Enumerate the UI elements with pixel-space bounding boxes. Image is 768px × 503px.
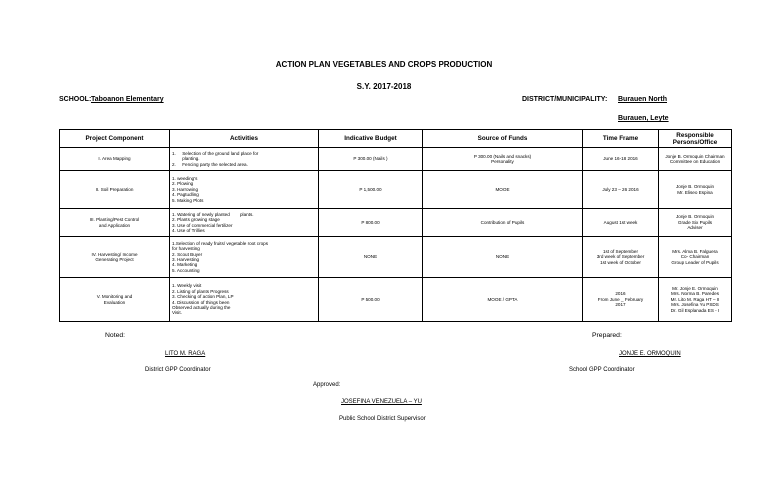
- cell-line: Jonje B. Ormoquin: [675, 214, 715, 220]
- component-cell: [60, 237, 170, 278]
- cell-line: June 16-18 2016: [603, 156, 638, 162]
- time-frame-cell: [583, 278, 659, 322]
- cell-line: Generating Project: [95, 257, 134, 262]
- district-label: DISTRICT/MUNICIPALITY:: [522, 96, 608, 103]
- funds-cell: [423, 148, 583, 171]
- cell-line: 2. Scout Buyer: [172, 251, 203, 257]
- cell-line: July 23 – 26 2016: [602, 186, 639, 192]
- cell-line: Mrs. Norma B. Paredes: [671, 291, 719, 297]
- cell-line: 1. Weekly visit: [172, 283, 202, 289]
- cell-line: Dr. Gil Esplanada ES - I: [670, 307, 720, 313]
- school-name: Taboanon Elementary: [91, 96, 164, 103]
- cell-line: Observed actually during the: [172, 304, 231, 310]
- cell-line: 1. Selection of the ground land place for: [172, 150, 259, 156]
- cell-line: P 300.00 (Nails and snacks): [473, 153, 532, 159]
- approved-name: JOSEFINA VENEZUELA – YU: [341, 399, 422, 405]
- funds-cell: [423, 171, 583, 209]
- cell-line: II. Soil Preparation: [95, 186, 134, 192]
- time-frame-cell: [583, 237, 659, 278]
- cell-line: From June _ February: [597, 296, 644, 302]
- cell-line: MOOE / GPTA: [487, 296, 518, 302]
- col-header-funds: Source of Funds: [423, 130, 583, 148]
- cell-line: August 1st week: [603, 219, 638, 225]
- col-header-time-frame: Time Frame: [583, 130, 659, 148]
- table-row: [60, 171, 732, 209]
- budget-cell: [319, 278, 423, 322]
- cell-line: Adviser: [687, 225, 703, 231]
- cell-line: NONE: [363, 254, 378, 260]
- cell-line: 1. weeding's: [172, 175, 198, 181]
- component-cell: [60, 148, 170, 171]
- cell-line: 2017: [615, 302, 626, 308]
- municipality: Burauen, Leyte: [618, 115, 669, 122]
- cell-line: 2. Fencing party the selected area.: [172, 161, 248, 167]
- persons-cell: [659, 148, 732, 171]
- cell-line: Visit.: [172, 310, 182, 316]
- cell-line: 4. Marketing: [172, 262, 198, 268]
- col-header-activities: Activities: [170, 130, 319, 148]
- noted-name: LITO M. RAGA: [165, 351, 206, 357]
- cell-line: Mrs. Alma B. Falguera: [672, 248, 718, 254]
- table-row: [60, 209, 732, 237]
- table-row: [60, 278, 732, 322]
- activities-cell: [170, 148, 319, 171]
- cell-line: 3. Harvesting: [172, 257, 200, 262]
- cell-line: III. Planting/Pest Control: [89, 217, 140, 223]
- cell-line: 5. Making Plots: [172, 197, 204, 203]
- cell-line: Group Leader of Pupils: [671, 259, 719, 265]
- school-label: SCHOOL:: [59, 96, 92, 103]
- cell-line: IV. Harvesting/ Income: [91, 251, 138, 257]
- cell-line: MOOE: [495, 186, 510, 192]
- activities-cell: [170, 209, 319, 237]
- activities-cell: [170, 278, 319, 322]
- cell-line: I. Area Mapping: [98, 156, 131, 162]
- col-header-persons: Responsible Persons/Office: [659, 130, 732, 148]
- cell-line: Mr. Jonje E. Ormoquin: [672, 285, 718, 291]
- persons-cell: [659, 171, 732, 209]
- cell-line: 1.Selection of ready fruits/ vegetable root crops: [172, 240, 269, 246]
- cell-line: 2. Listing of plants Progress: [172, 288, 229, 294]
- col-header-budget: Indicative Budget: [319, 130, 423, 148]
- prepared-label: Prepared:: [592, 332, 622, 339]
- table-header-row: [60, 130, 732, 148]
- cell-line: 3. Use of commercial fertilizer: [172, 222, 233, 228]
- action-plan-table: [59, 129, 732, 322]
- cell-line: Mr. Lito M. Raga HT – II: [670, 296, 720, 302]
- prepared-name: JONJE E. ORMOQUIN: [619, 351, 681, 357]
- cell-line: Co- Chairman: [680, 254, 710, 260]
- cell-line: Grade Six Pupils: [677, 219, 713, 225]
- table-row: [60, 237, 732, 278]
- component-cell: [60, 209, 170, 237]
- cell-line: 4. Use of Trillies: [172, 227, 205, 233]
- cell-line: P 800.00: [361, 219, 380, 225]
- funds-cell: [423, 209, 583, 237]
- school-year: S.Y. 2017-2018: [356, 82, 412, 91]
- cell-line: Mrs. Josefina Yu PSDS: [671, 302, 719, 308]
- activities-cell: [170, 237, 319, 278]
- district-name: Burauen North: [618, 96, 667, 103]
- funds-cell: [423, 278, 583, 322]
- cell-line: 3. Checking of action Plan, LP: [172, 294, 234, 300]
- time-frame-cell: [583, 148, 659, 171]
- cell-line: P 1,500.00: [359, 186, 382, 192]
- persons-cell: [659, 209, 732, 237]
- cell-line: V. Monitoring and: [96, 294, 133, 300]
- activities-cell: [170, 171, 319, 209]
- noted-label: Noted:: [105, 332, 126, 339]
- cell-line: Evaluation: [103, 299, 126, 305]
- budget-cell: [319, 148, 423, 171]
- cell-line: Personality: [491, 159, 514, 164]
- cell-line: for harvesting: [172, 246, 200, 252]
- approved-title: Public School District Supervisor: [339, 416, 426, 422]
- cell-line: P 500.00: [361, 296, 380, 302]
- budget-cell: [319, 209, 423, 237]
- col-header-component: Project Component: [60, 130, 170, 148]
- cell-line: 4. Discussion of things been: [172, 299, 230, 305]
- prepared-title: School GPP Coordinator: [569, 367, 635, 373]
- cell-line: Committee on Education: [669, 159, 721, 164]
- component-cell: [60, 171, 170, 209]
- budget-cell: [319, 171, 423, 209]
- cell-line: 1st of September: [603, 248, 638, 254]
- cell-line: NONE: [495, 254, 510, 260]
- cell-line: 2. Plants growing stage: [172, 217, 220, 223]
- cell-line: planting.: [172, 156, 200, 162]
- component-cell: [60, 278, 170, 322]
- budget-cell: [319, 237, 423, 278]
- cell-line: 3rd week of September: [596, 254, 645, 260]
- funds-cell: [423, 237, 583, 278]
- cell-line: 3. Harrowing: [172, 186, 199, 192]
- cell-line: Contribution of Pupils: [480, 219, 525, 225]
- persons-cell: [659, 278, 732, 322]
- noted-title: District GPP Coordinator: [145, 367, 211, 373]
- table-row: [60, 148, 732, 171]
- time-frame-cell: [583, 209, 659, 237]
- cell-line: and Application: [98, 222, 131, 228]
- cell-line: 1. Watering of newly planted plants.: [172, 211, 254, 217]
- cell-line: P 300.00 (Nails ): [353, 156, 388, 162]
- approved-label: Approved:: [313, 382, 341, 388]
- cell-line: Jonje B. Ormoquin Chairman: [665, 153, 725, 159]
- document-title: ACTION PLAN VEGETABLES AND CROPS PRODUCTION: [275, 60, 493, 69]
- time-frame-cell: [583, 171, 659, 209]
- cell-line: 2. Plowing: [172, 181, 194, 187]
- cell-line: 4. Pagtudling: [172, 192, 199, 198]
- cell-line: 2016: [615, 291, 626, 297]
- cell-line: 1st week of October: [600, 259, 641, 265]
- cell-line: Mr. Eliseo Espina: [677, 189, 713, 195]
- cell-line: Jonje B. Ormoquin: [675, 184, 715, 190]
- persons-cell: [659, 237, 732, 278]
- cell-line: 5. Accounting: [172, 267, 200, 273]
